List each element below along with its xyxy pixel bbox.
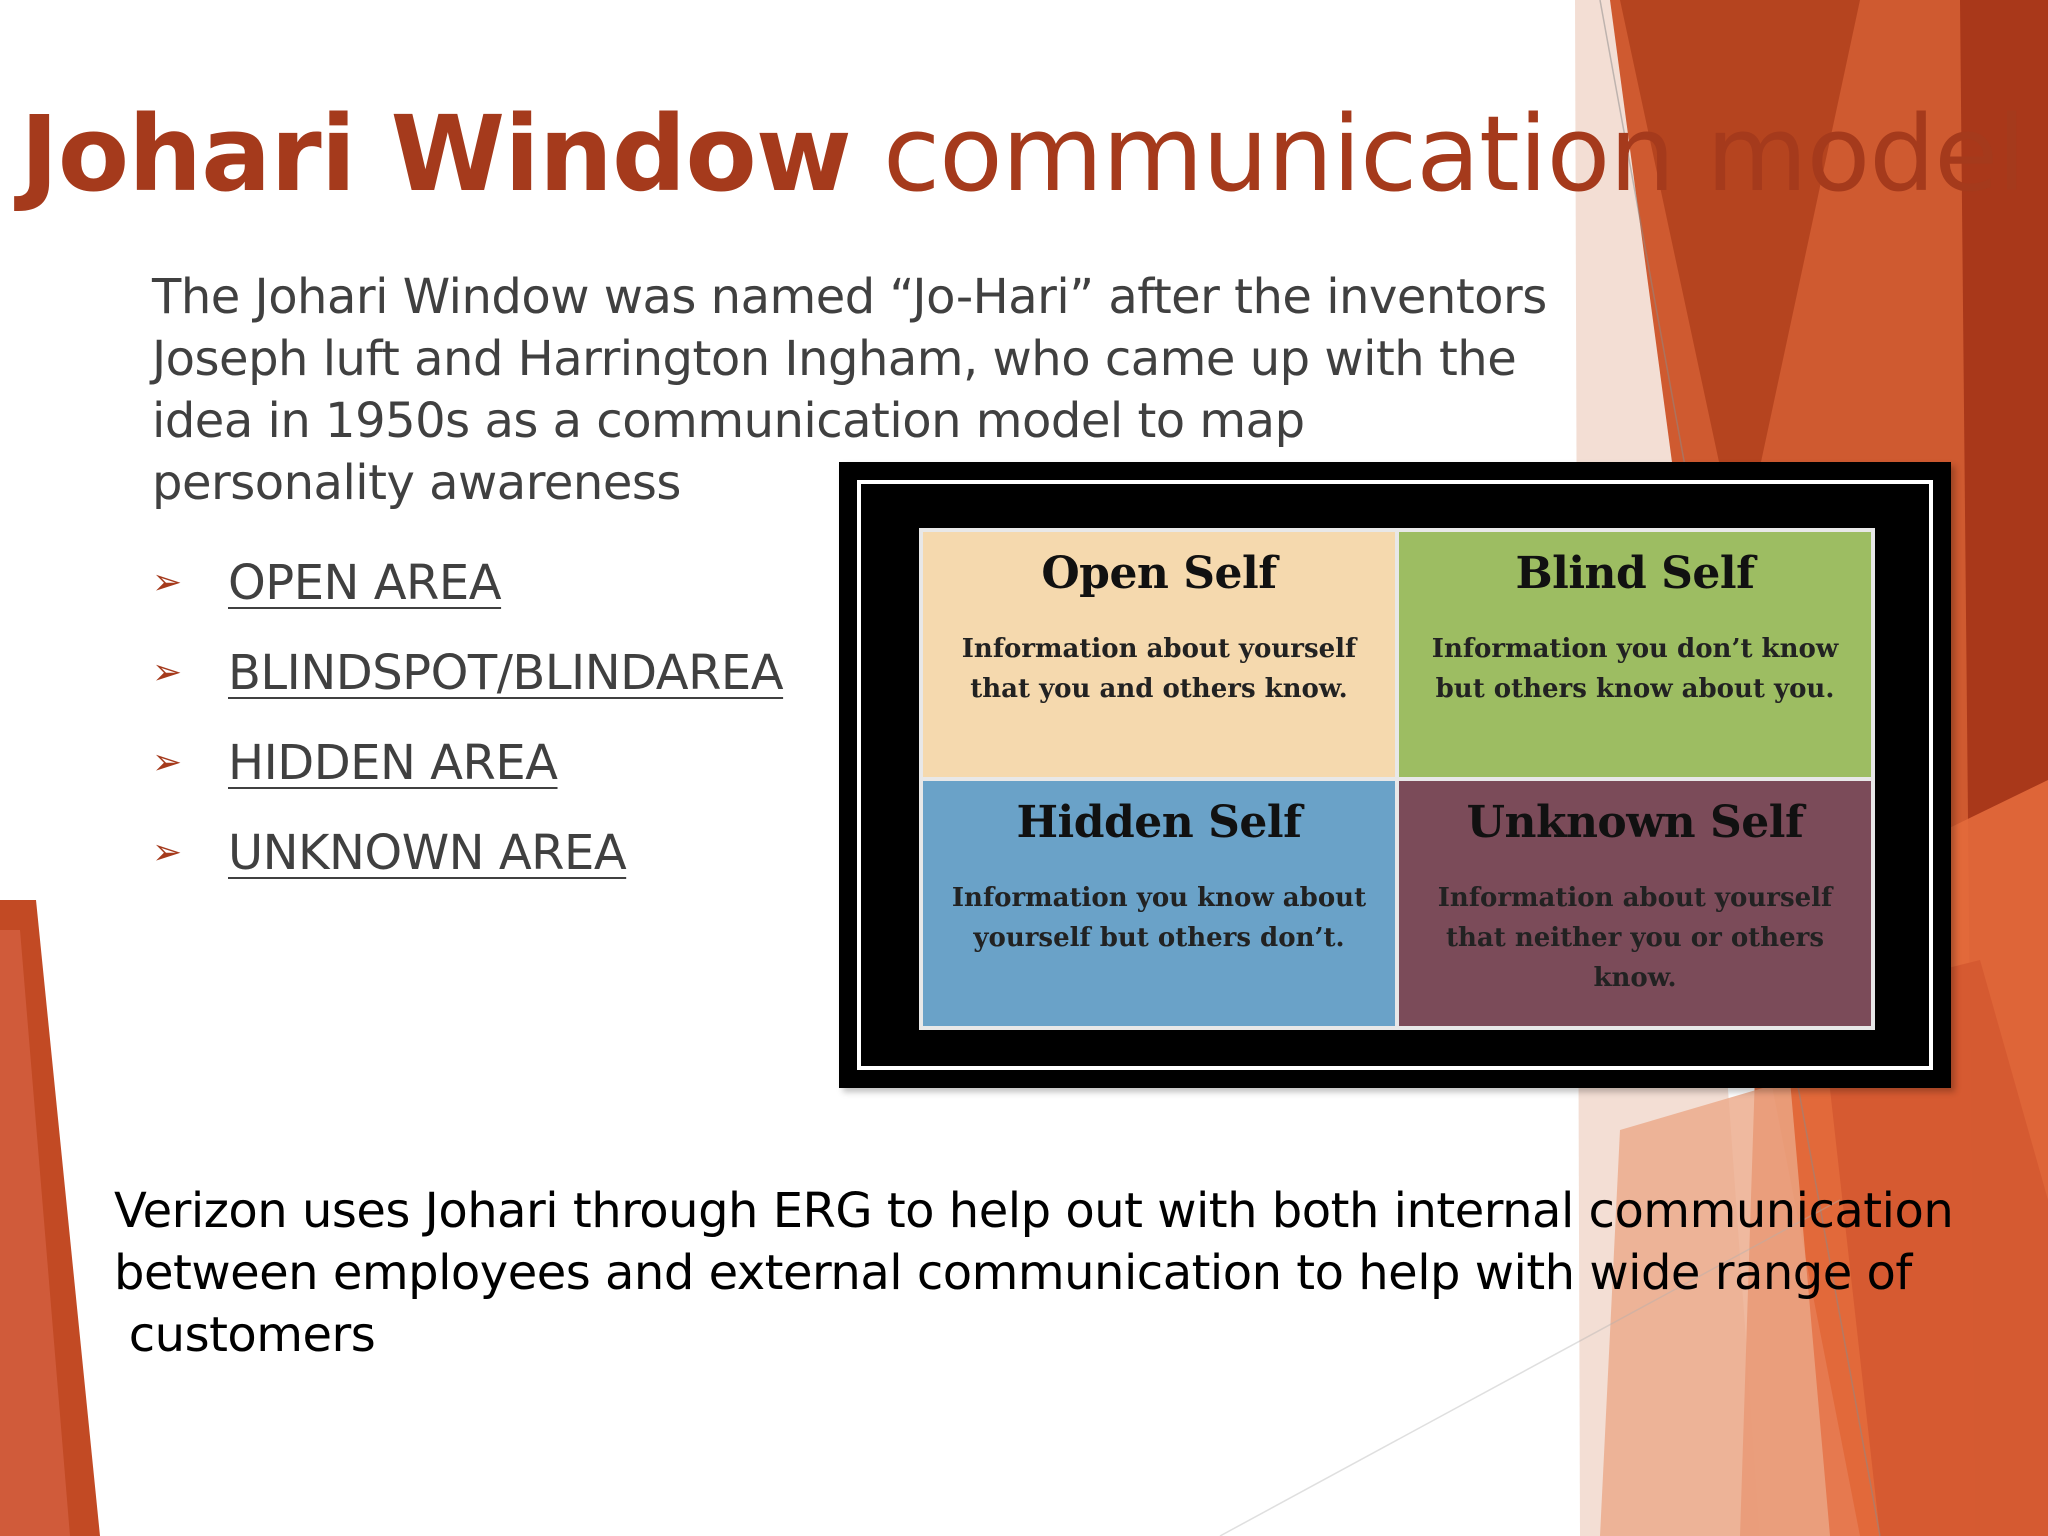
slide-title-bold: Johari Window — [20, 93, 851, 215]
verizon-line-1: Verizon uses Johari through ERG to help out with both internal communication — [114, 1183, 1954, 1239]
list-item — [152, 538, 783, 628]
intro-paragraph: The Johari Window was named “Jo-Hari” after the inventors Joseph luft and Harrington Ingham, who came up with the idea in 1950s as a communication model to map personality awareness — [152, 269, 1547, 511]
slide-title-rest: communication model — [882, 93, 2026, 215]
johari-window-image — [839, 462, 1951, 1088]
unknown-area-link[interactable]: UNKNOWN AREA — [228, 825, 627, 881]
area-list — [152, 538, 783, 898]
arrow-bullet-icon: ➢ — [152, 652, 183, 693]
arrow-bullet-icon: ➢ — [152, 832, 183, 873]
hidden-self-title: Hidden Self — [1016, 797, 1302, 848]
unknown-self-quadrant — [1399, 781, 1871, 1026]
list-item — [152, 628, 783, 718]
blindspot-area-link[interactable]: BLINDSPOT/BLINDAREA — [228, 645, 784, 701]
hidden-self-quadrant — [923, 781, 1395, 1026]
open-self-quadrant — [923, 532, 1395, 777]
arrow-bullet-icon: ➢ — [152, 742, 183, 783]
open-self-description: Information about yourself that you and others know. — [961, 634, 1357, 704]
blind-self-quadrant — [1399, 532, 1871, 777]
slide-title — [20, 95, 2025, 215]
list-item — [152, 718, 783, 808]
list-item — [152, 808, 783, 898]
open-area-link[interactable]: OPEN AREA — [228, 555, 502, 611]
johari-grid — [919, 528, 1875, 1030]
blind-self-description: Information you don’t know but others know about you. — [1431, 634, 1839, 704]
hidden-area-link[interactable]: HIDDEN AREA — [228, 735, 558, 791]
arrow-bullet-icon: ➢ — [152, 562, 183, 603]
verizon-line-3: customers — [114, 1307, 376, 1363]
blind-self-title: Blind Self — [1515, 548, 1755, 599]
verizon-paragraph — [114, 1180, 1994, 1366]
verizon-line-2: between employees and external communication to help with wide range of — [114, 1245, 1912, 1301]
unknown-self-title: Unknown Self — [1466, 797, 1804, 848]
hidden-self-description: Information you know about yourself but others don’t. — [951, 883, 1367, 953]
open-self-title: Open Self — [1041, 548, 1277, 599]
unknown-self-description: Information about yourself that neither you or others know. — [1437, 883, 1833, 993]
